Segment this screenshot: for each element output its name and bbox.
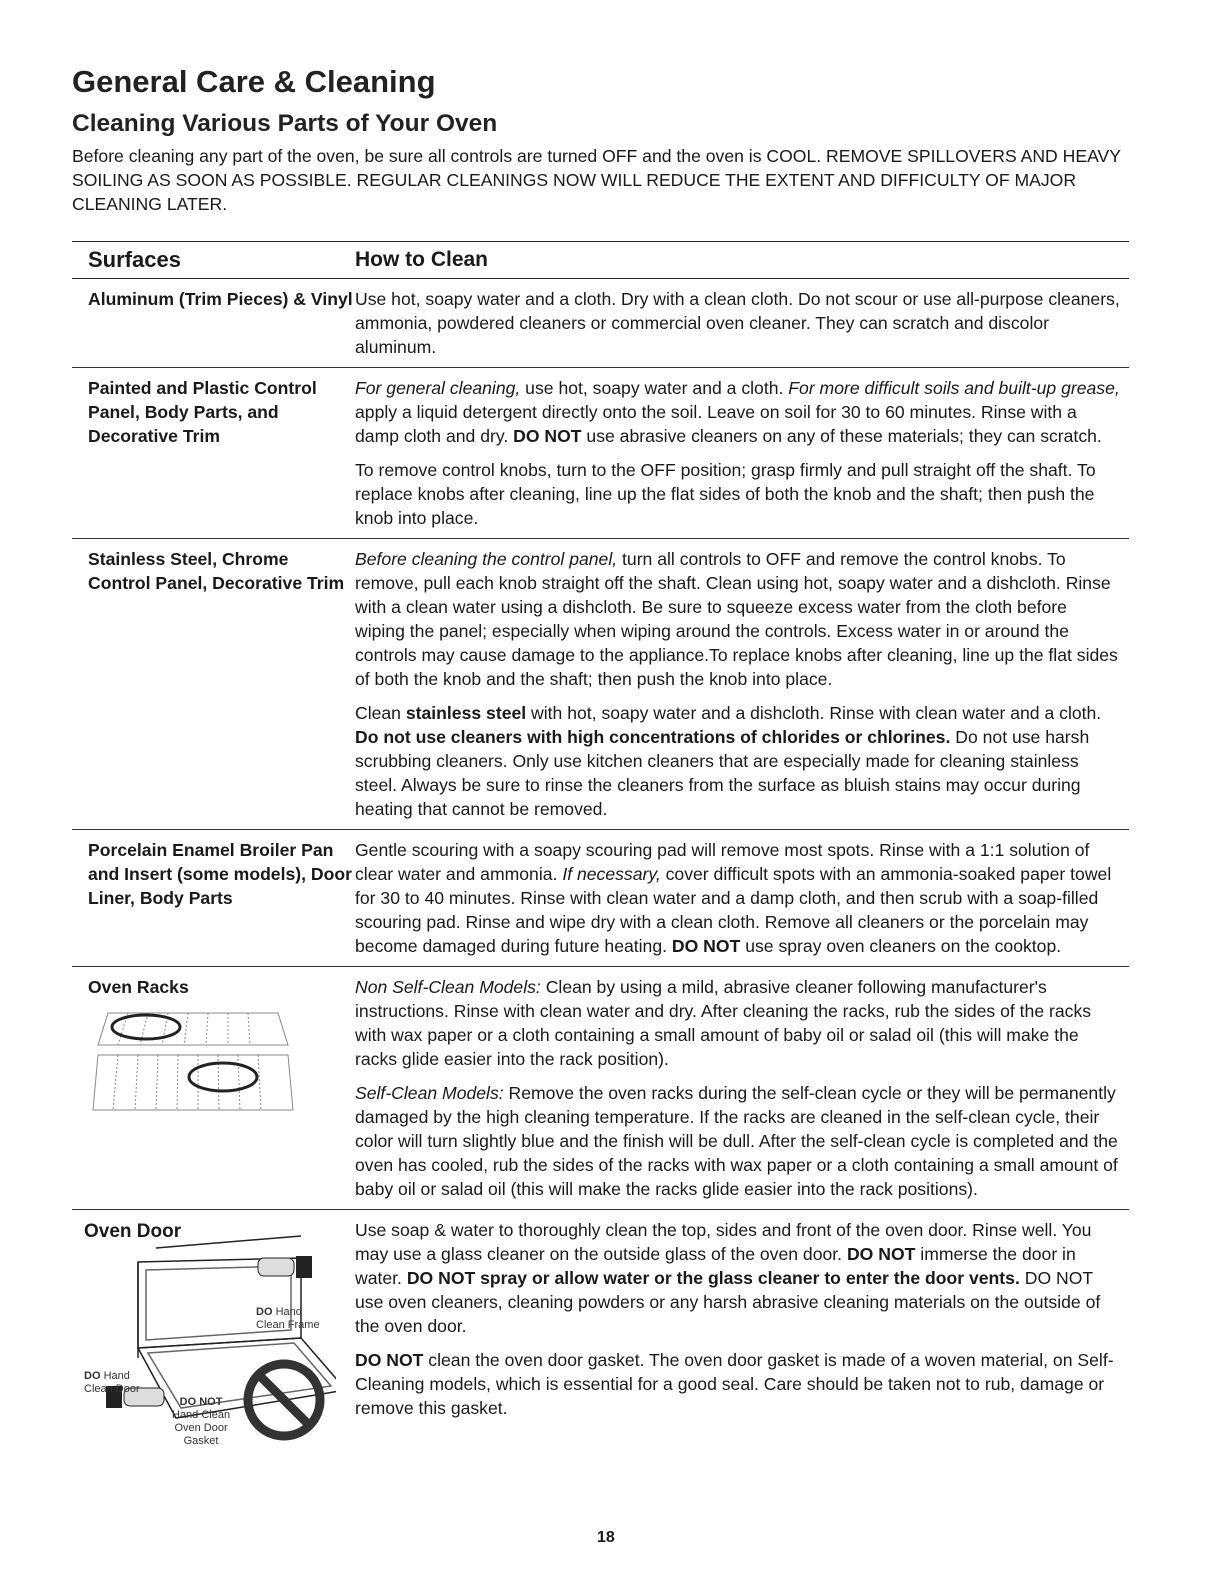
instruction-paragraph bbox=[355, 547, 1121, 691]
how-to-clean-cell bbox=[355, 975, 1129, 1201]
frame-label: DO Hand Clean Frame bbox=[256, 1306, 320, 1331]
gasket-label: DO NOT Hand Clean Oven Door Gasket bbox=[172, 1396, 231, 1447]
body-text: with hot, soapy water and a dishcloth. Rinse with clean water and a cloth. bbox=[526, 703, 1102, 723]
body-text: clean the oven door gasket. The oven door gasket is made of a woven material, on Self-Cleaning models, which is essential for a good seal. Care should be taken not to rub, damage or remove this gasket. bbox=[355, 1350, 1114, 1418]
instruction-paragraph bbox=[355, 287, 1121, 359]
how-to-clean-cell bbox=[355, 287, 1129, 359]
surface-name: Aluminum (Trim Pieces) & Vinyl bbox=[88, 289, 353, 309]
instruction-paragraph bbox=[355, 1081, 1121, 1201]
surface-name: Stainless Steel, Chrome Control Panel, Decorative Trim bbox=[88, 549, 345, 593]
how-to-clean-cell bbox=[355, 376, 1129, 530]
surface-cell bbox=[72, 1218, 355, 1448]
emphasis-text: DO NOT spray or allow water or the glass cleaner to enter the door vents. bbox=[406, 1268, 1020, 1288]
italic-text: Self-Clean Models: bbox=[355, 1083, 504, 1103]
emphasis-text: DO NOT bbox=[355, 1350, 424, 1370]
table-row bbox=[72, 279, 1129, 368]
intro-paragraph: Before cleaning any part of the oven, be sure all controls are turned OFF and the oven is COOL. REMOVE SPILLOVERS AND HEAVY SOILING AS SOON AS POSSIBLE. REGULAR CLEANINGS NOW WILL REDUCE THE EXTENT AND DIFFICULTY OF MAJOR CLEANING LATER. bbox=[72, 146, 1121, 214]
cleaning-table bbox=[72, 241, 1129, 1456]
page-number: 18 bbox=[597, 1529, 615, 1546]
italic-text: For general cleaning, bbox=[355, 378, 521, 398]
emphasis-text: DO NOT bbox=[846, 1244, 916, 1264]
body-text: DO NOT use oven cleaners, cleaning powders or any harsh abrasive cleaning materials on the outside of the oven door. bbox=[355, 1268, 1101, 1336]
table-row bbox=[72, 368, 1129, 539]
body-text: cover difficult spots with an ammonia-soaked paper towel for 30 to 40 minutes. Rinse with clean water and a damp cloth, and then scrub with a soap-filled scouring pad. Rinse and wipe dry with a clean cloth. Remove all cleaners or the porcelain may become damaged during future heating. bbox=[355, 864, 1112, 956]
italic-text: If necessary, bbox=[562, 864, 661, 884]
how-to-clean-cell bbox=[355, 547, 1129, 821]
instruction-paragraph bbox=[355, 376, 1121, 448]
oven-racks-illustration bbox=[88, 1005, 298, 1125]
body-text: To remove control knobs, turn to the OFF position; grasp firmly and pull straight off the shaft. To replace knobs after cleaning, line up the flat sides of both the knob and the shaft; then push the knob into place. bbox=[355, 460, 1096, 528]
surface-cell bbox=[72, 547, 355, 821]
surface-cell bbox=[72, 838, 355, 958]
emphasis-text: Do not use cleaners with high concentrations of chlorides or chlorines. bbox=[355, 727, 951, 747]
table-header bbox=[72, 242, 1129, 279]
body-text: apply a liquid detergent directly onto the soil. Leave on soil for 30 to 60 minutes. Rinse with a damp cloth and dry. bbox=[355, 402, 1077, 446]
how-to-clean-cell bbox=[355, 1218, 1129, 1448]
header-how-to-clean: How to Clean bbox=[355, 248, 489, 271]
body-text: Use hot, soapy water and a cloth. Dry with a clean cloth. Do not scour or use all-purpose cleaners, ammonia, powdered cleaners or commercial oven cleaner. They can scratch and discolor aluminum. bbox=[355, 289, 1120, 357]
italic-text: Non Self-Clean Models: bbox=[355, 977, 541, 997]
body-text: Clean bbox=[355, 703, 406, 723]
table-row bbox=[72, 830, 1129, 967]
instruction-paragraph bbox=[355, 1348, 1121, 1420]
surface-name: Oven Racks bbox=[88, 977, 189, 997]
surface-cell bbox=[72, 287, 355, 359]
door-label: DO Hand Clean Door bbox=[84, 1370, 140, 1395]
body-text: Use soap & water to thoroughly clean the top, sides and front of the oven door. Rinse well. You may use a glass cleaner on the outside glass of the oven door. bbox=[355, 1220, 1092, 1264]
emphasis-text: DO NOT bbox=[671, 936, 741, 956]
instruction-paragraph bbox=[355, 701, 1121, 821]
body-text: Clean by using a mild, abrasive cleaner following manufacturer's instructions. Rinse with clean water and dry. After cleaning the racks, rub the sides of the racks with wax paper or a cloth containing a small amount of baby oil or salad oil (this will make the racks glide easier into the rack position). bbox=[355, 977, 1092, 1069]
body-text: turn all controls to OFF and remove the control knobs. To remove, pull each knob straight off the shaft. Clean using hot, soapy water and a dishcloth. Rinse with a clean water using a dishcloth. Be sure to squeeze excess water from the cloth before wiping the panel; especially when wiping around the controls. Excess water in or around the controls may cause damage to the appliance.To replace knobs after cleaning, line up the flat sides of both the knob and the shaft; then push the knob into place. bbox=[355, 549, 1118, 689]
instruction-paragraph bbox=[355, 838, 1121, 958]
body-text: Remove the oven racks during the self-clean cycle or they will be permanently damaged by the high cleaning temperature. If the racks are cleaned in the self-clean cycle, their color will turn slightly blue and the finish will be dull. After the self-clean cycle is completed and the oven has cooled, rub the sides of the racks with wax paper or a cloth containing a small amount of baby oil or salad oil (this will make the racks glide easier into the rack positions). bbox=[355, 1083, 1118, 1199]
header-surfaces: Surfaces bbox=[88, 247, 181, 272]
body-text: use abrasive cleaners on any of these materials; they can scratch. bbox=[581, 426, 1102, 446]
oven-door-illustration bbox=[76, 1218, 336, 1448]
surface-name: Porcelain Enamel Broiler Pan and Insert (some models), Door Liner, Body Parts bbox=[88, 840, 352, 908]
table-row bbox=[72, 967, 1129, 1210]
emphasis-text: DO NOT bbox=[513, 426, 582, 446]
emphasis-text: stainless steel bbox=[405, 703, 527, 723]
body-text: Gentle scouring with a soapy scouring pad will remove most spots. Rinse with a 1:1 solution of clear water and ammonia. bbox=[355, 840, 1090, 884]
body-text: immerse the door in water. bbox=[355, 1244, 1076, 1288]
surface-cell bbox=[72, 376, 355, 530]
instruction-paragraph bbox=[355, 975, 1121, 1071]
table-row bbox=[72, 1210, 1129, 1456]
how-to-clean-cell bbox=[355, 838, 1129, 958]
instruction-paragraph bbox=[355, 1218, 1121, 1338]
body-text: use spray oven cleaners on the cooktop. bbox=[740, 936, 1062, 956]
body-text: Do not use harsh scrubbing cleaners. Only use kitchen cleaners that are especially made for cleaning stainless steel. Always be sure to rinse the cleaners from the surface as bluish stains may occur during heating that cannot be removed. bbox=[355, 727, 1090, 819]
instruction-paragraph bbox=[355, 458, 1121, 530]
italic-text: Before cleaning the control panel, bbox=[355, 549, 618, 569]
table-row bbox=[72, 539, 1129, 830]
body-text: use hot, soapy water and a cloth. bbox=[520, 378, 789, 398]
italic-text: For more difficult soils and built-up grease, bbox=[788, 378, 1120, 398]
page-title: General Care & Cleaning bbox=[72, 64, 436, 99]
surface-name: Painted and Plastic Control Panel, Body Parts, and Decorative Trim bbox=[88, 378, 317, 446]
surface-name: Oven Door bbox=[84, 1221, 182, 1242]
surface-cell bbox=[72, 975, 355, 1201]
section-title: Cleaning Various Parts of Your Oven bbox=[72, 110, 498, 137]
